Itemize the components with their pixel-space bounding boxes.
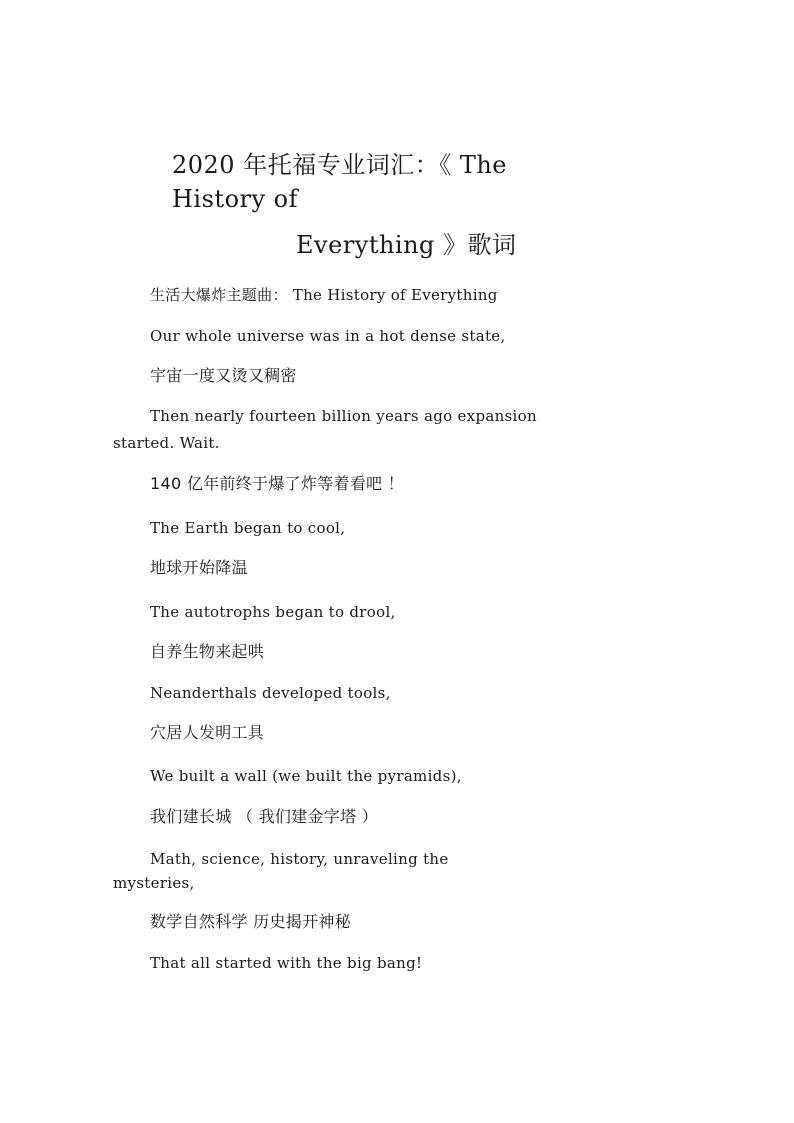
lyric-line: 生活大爆炸主题曲： The History of Everything <box>150 286 498 304</box>
lyric-line: The autotrophs began to drool, <box>150 603 396 621</box>
lyric-line: The Earth began to cool, <box>150 519 346 537</box>
lyric-line: That all started with the big bang! <box>150 954 423 972</box>
lyric-line: 地球开始降温 <box>150 558 248 577</box>
lyric-line: 宇宙一度又烫又稠密 <box>150 366 297 385</box>
lyric-line: Our whole universe was in a hot dense state, <box>150 327 506 345</box>
lyric-line: Then nearly fourteen billion years ago expansion <box>150 407 537 425</box>
lyric-line: 140 亿年前终于爆了炸等着看吧 ！ <box>150 474 405 493</box>
lyric-line: Neanderthals developed tools, <box>150 684 391 702</box>
document-title: 2020 年托福专业词汇：《 The History of <box>172 151 508 213</box>
lyric-line: We built a wall (we built the pyramids), <box>150 767 462 785</box>
lyric-line: Math, science, history, unraveling the <box>150 850 449 868</box>
document-title-continuation: Everything 》歌词 <box>296 231 517 259</box>
lyric-line: 穴居人发明工具 <box>150 723 265 742</box>
lyric-line-continuation: mysteries, <box>113 874 195 892</box>
lyric-line: 自养生物来起哄 <box>150 642 265 661</box>
lyric-line: 我们建长城 （ 我们建金字塔 ） <box>150 807 379 826</box>
lyric-line-continuation: started. Wait. <box>113 434 220 452</box>
lyric-line: 数学自然科学 历史揭开神秘 <box>150 912 351 931</box>
